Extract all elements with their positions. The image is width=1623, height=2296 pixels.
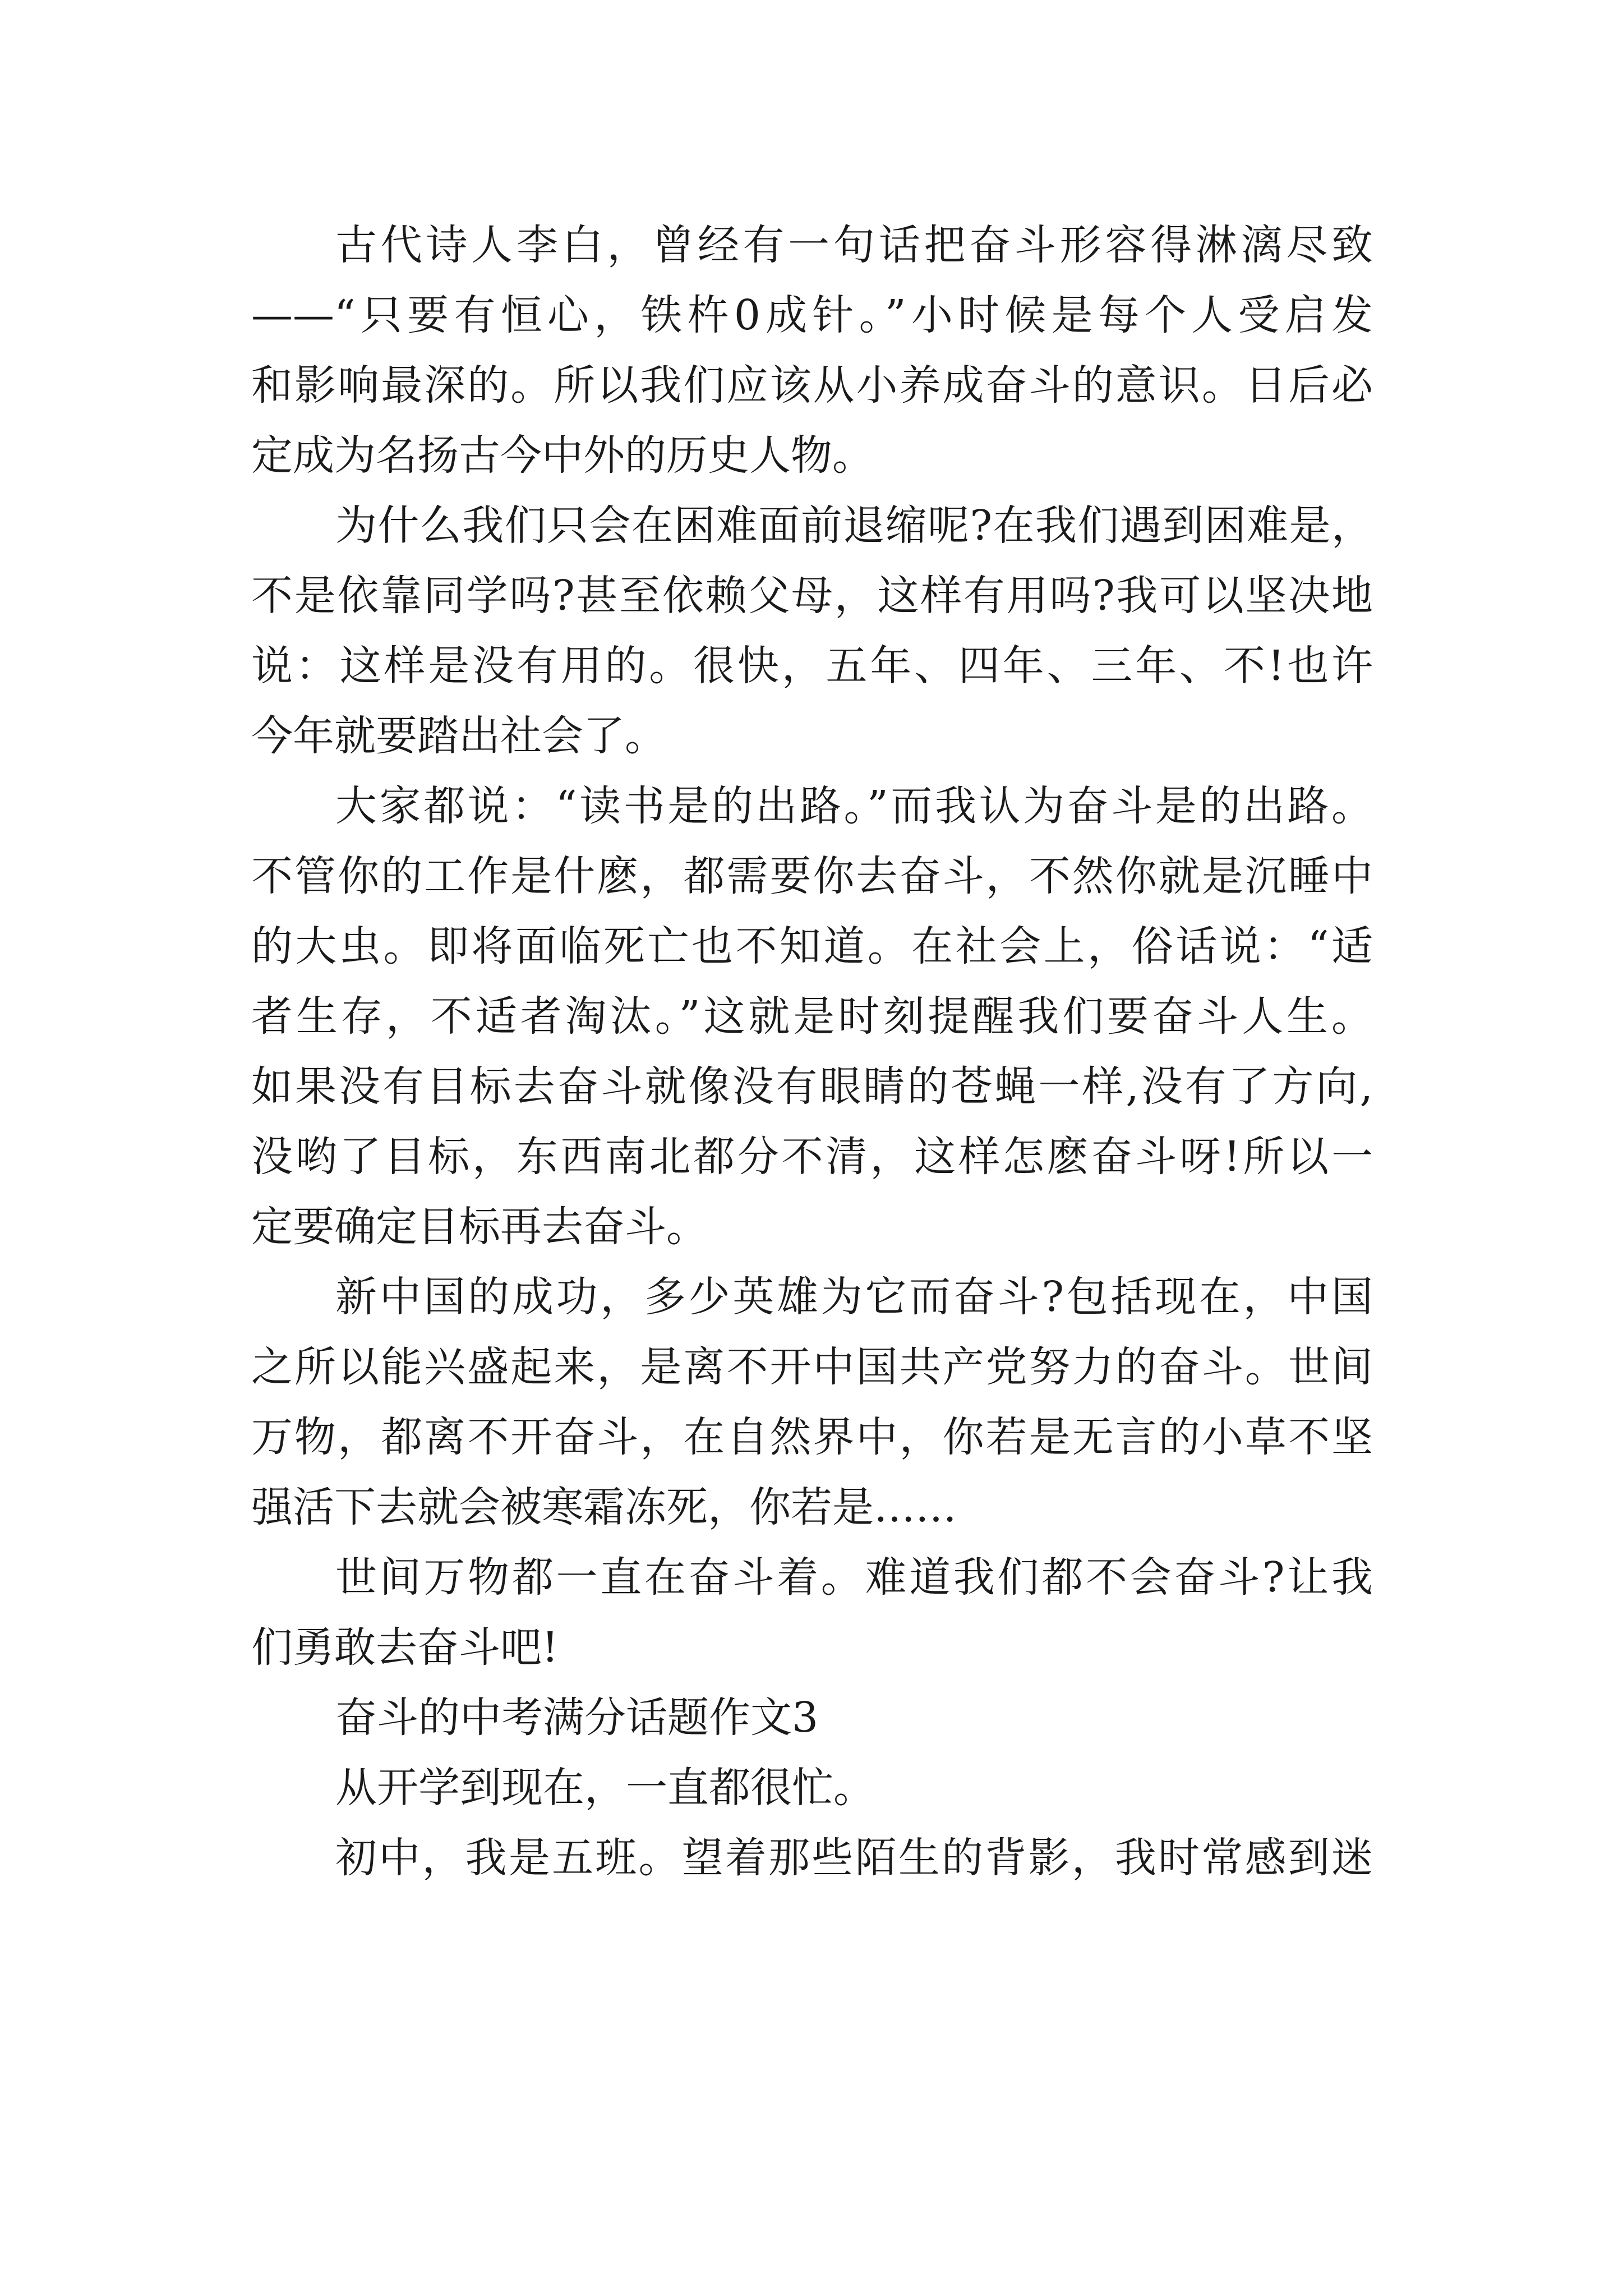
text-line: 们勇敢去奋斗吧! [251,1623,559,1672]
text-line: 说：这样是没有用的。很快，五年、四年、三年、不!也许 [251,642,1373,690]
text-line: 世间万物都一直在奋斗着。难道我们都不会奋斗?让我 [335,1553,1373,1602]
text-line: 的大虫。即将面临死亡也不知道。在社会上，俗话说：“适 [251,922,1373,970]
text-line: 之所以能兴盛起来，是离不开中国共产党努力的奋斗。世间 [251,1343,1373,1391]
text-line: 和影响最深的。所以我们应该从小养成奋斗的意识。日后必 [251,361,1373,409]
text-line: 定成为名扬古今中外的历史人物。 [251,431,874,480]
text-line: 万物，都离不开奋斗，在自然界中，你若是无言的小草不坚 [251,1413,1373,1461]
text-line: 不是依靠同学吗?甚至依赖父母，这样有用吗?我可以坚决地 [251,572,1373,620]
text-line: 者生存，不适者淘汰。”这就是时刻提醒我们要奋斗人生。 [251,992,1373,1041]
text-line: 今年就要踏出社会了。 [251,712,666,760]
text-line: 古代诗人李白，曾经有一句话把奋斗形容得淋漓尽致 [335,221,1373,269]
text-line: 从开学到现在，一直都很忙。 [335,1764,875,1812]
text-line: 不管你的工作是什麽，都需要你去奋斗，不然你就是沉睡中 [251,852,1373,900]
text-line: 新中国的成功，多少英雄为它而奋斗?包括现在，中国 [335,1273,1373,1321]
text-line: 如果没有目标去奋斗就像没有眼睛的苍蝇一样,没有了方向, [251,1062,1373,1111]
section-heading: 奋斗的中考满分话题作文3 [335,1694,819,1742]
text-line: 没哟了目标，东西南北都分不清，这样怎麽奋斗呀!所以一 [251,1133,1373,1181]
text-line: 强活下去就会被寒霜冻死，你若是…… [251,1483,957,1531]
text-line: 为什么我们只会在困难面前退缩呢?在我们遇到困难是， [335,501,1373,550]
text-line: ——“只要有恒心，铁杵0成针。”小时候是每个人受启发 [251,291,1373,339]
text-line: 初中，我是五班。望着那些陌生的背影，我时常感到迷 [335,1834,1373,1882]
text-line: 定要确定目标再去奋斗。 [251,1203,708,1251]
text-line: 大家都说：“读书是的出路。”而我认为奋斗是的出路。 [335,782,1373,830]
essay-body [251,210,1373,1893]
